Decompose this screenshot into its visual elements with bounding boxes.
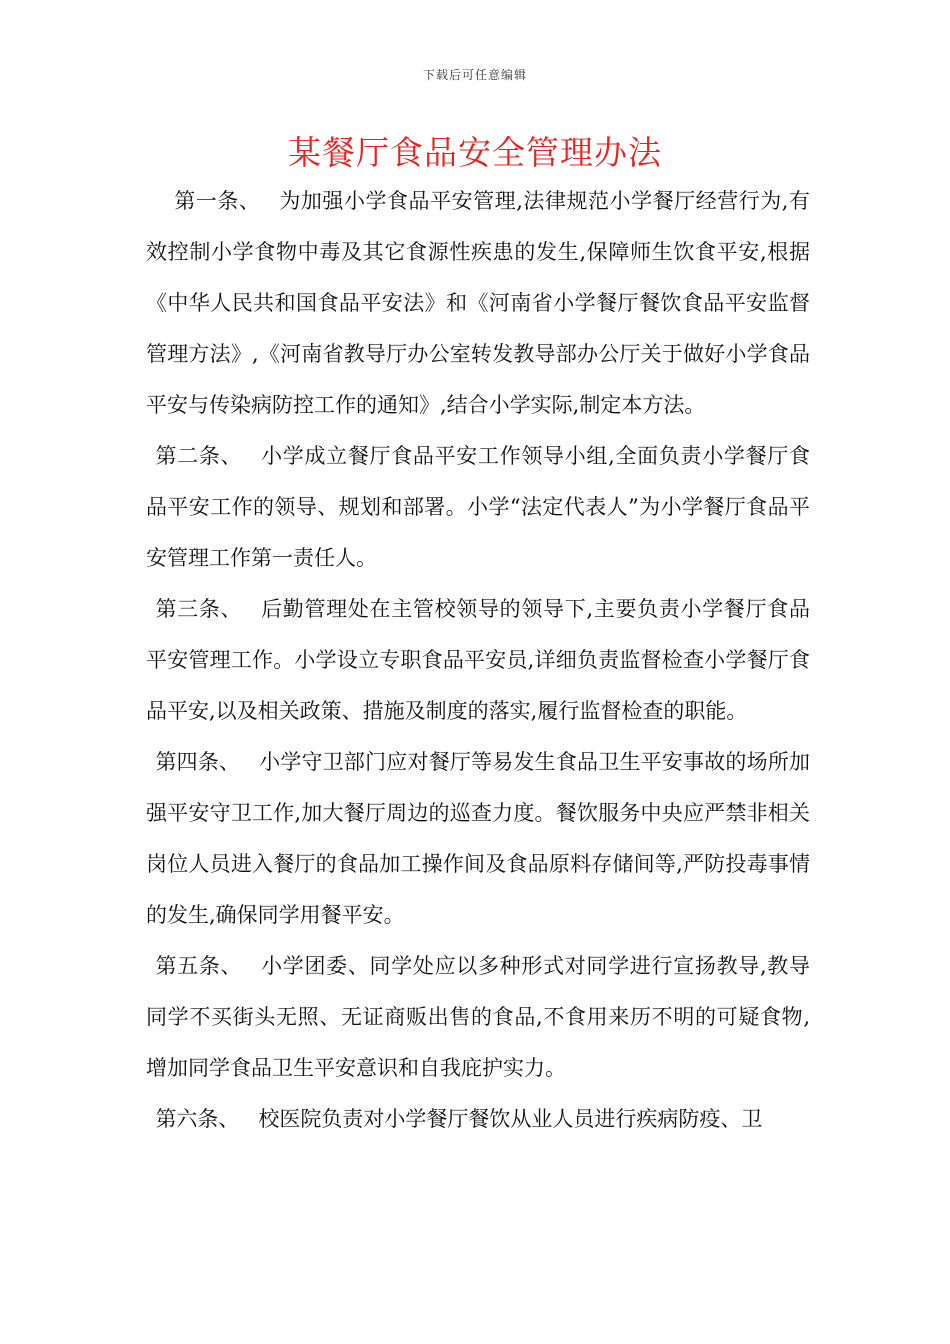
article-text: 小学成立餐厅食品平安工作领导小组,全面负责小学餐厅食品平安工作的领导、规划和部署。小学“法定代表人”为小学餐厅食品平安管理工作第一责任人。 [146, 444, 810, 570]
article-text: 为加强小学食品平安管理,法律规范小学餐厅经营行为,有效控制小学食物中毒及其它食源性疾患的发生,保障师生饮食平安,根据《中华人民共和国食品平安法》和《河南省小学餐厅餐饮食品平安监督管理方法》,《河南省教导厅办公室转发教导部办公厅关于做好小学食品平安与传染病防控工作的通知》,结合小学实际,制定本方法。 [146, 189, 810, 417]
article-number: 第一条、 [174, 189, 261, 213]
header-note: 下载后可任意编辑 [422, 68, 527, 82]
article-number: 第五条、 [155, 954, 243, 978]
article-number: 第三条、 [155, 597, 243, 621]
article-paragraph [146, 431, 810, 584]
article-number: 第四条、 [155, 750, 241, 774]
article-number: 第六条、 [155, 1107, 240, 1131]
article-paragraph [146, 176, 810, 431]
article-text: 校医院负责对小学餐厅餐饮从业人员进行疾病防疫、卫 [258, 1107, 763, 1131]
article-paragraph [146, 941, 810, 1094]
article-text: 小学团委、同学处应以多种形式对同学进行宣扬教导,教导同学不买街头无照、无证商贩出售的食品,不食用来历不明的可疑食物,增加同学食品卫生平安意识和自我庇护实力。 [146, 954, 810, 1080]
article-text: 小学守卫部门应对餐厅等易发生食品卫生平安事故的场所加强平安守卫工作,加大餐厅周边的巡查力度。餐饮服务中央应严禁非相关岗位人员进入餐厅的食品加工操作间及食品原料存储间等,严防投毒事情的发生,确保同学用餐平安。 [146, 750, 811, 927]
article-paragraph [146, 584, 810, 737]
article-paragraph [146, 1094, 810, 1145]
article-paragraph [146, 737, 810, 941]
document-body [146, 176, 810, 1145]
article-number: 第二条、 [155, 444, 243, 468]
document-title: 某餐厅食品安全管理办法 [288, 133, 662, 172]
article-text: 后勤管理处在主管校领导的领导下,主要负责小学餐厅食品平安管理工作。小学设立专职食品平安员,详细负责监督检查小学餐厅食品平安,以及相关政策、措施及制度的落实,履行监督检查的职能。 [146, 597, 810, 723]
